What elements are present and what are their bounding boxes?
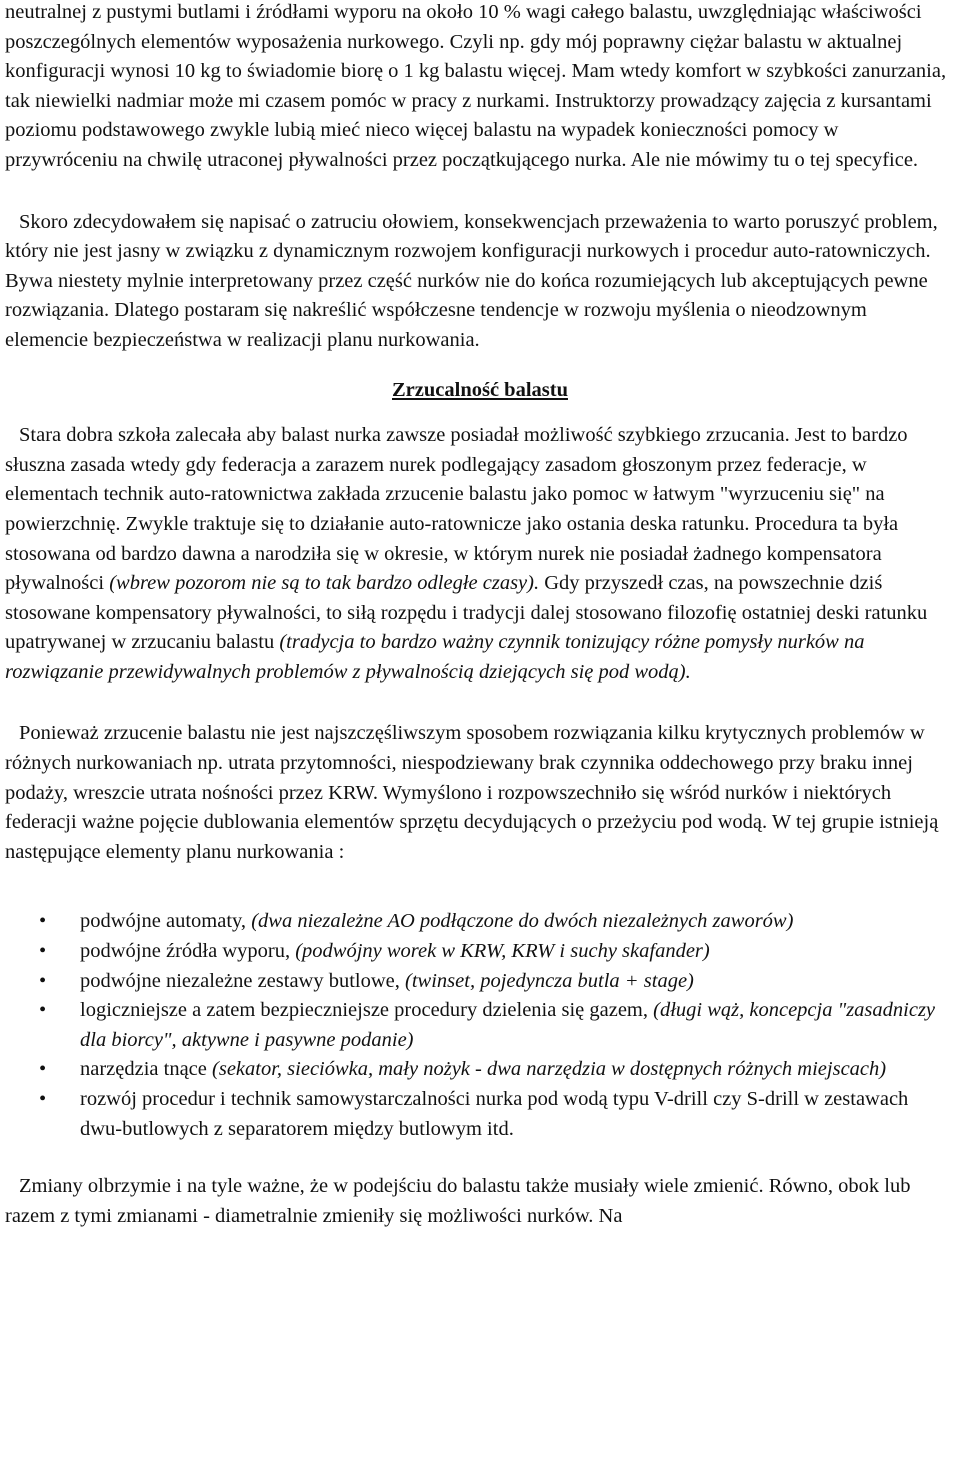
- text-run: Gdy przyszedł czas, na powszechnie dziś stosowane kompensatory pływalności, to siłą rozpędu i tradycji dalej stosowano filozofię ostatniej deski ratunku upatrywanej w zrzucaniu balastu: [5, 572, 928, 654]
- section-heading: Zrzucalność balastu: [392, 378, 568, 401]
- bullet-icon: •: [39, 1088, 47, 1110]
- list-item-text: podwójne niezależne zestawy butlowe,: [80, 969, 406, 992]
- bullet-icon: •: [39, 940, 47, 963]
- list-item-italic: (długi wąż, koncepcja "zasadniczy dla biorcy", aktywne i pasywne podanie): [80, 999, 936, 1051]
- list-item-italic: (sekator, sieciówka, mały nożyk - dwa narzędzia w dostępnych różnych miejscach): [212, 1058, 887, 1081]
- list-item-text: narzędzia tnące: [80, 1058, 213, 1081]
- list-item-text: rozwój procedur i technik samowystarczalności nurka pod wodą typu V-drill czy S-drill w zestawach dwu-butlowych z separatorem między butlowym itd.: [80, 1088, 909, 1140]
- list-item-text: logiczniejsze a zatem bezpieczniejsze procedury dzielenia się gazem,: [80, 999, 654, 1022]
- bullet-icon: •: [39, 1058, 47, 1081]
- paragraph-changes: Zmiany olbrzymie i na tyle ważne, że w podejściu do balastu także musiały wiele zmienić. Równo, obok lub razem z tymi zmianami - diametralnie zmieniły się możliwości nurków. Na: [5, 1175, 911, 1227]
- list-item-italic: (dwa niezależne AO podłączone do dwóch niezależnych zaworów): [251, 910, 794, 933]
- list-item: [5, 1055, 955, 1085]
- list-item: [5, 996, 955, 1055]
- bullet-list: [5, 907, 955, 1144]
- italic-aside: (tradycja to bardzo ważny czynnik tonizujący różne pomysły nurków na rozwiązanie przewidywalnych problemów z pływalnością dziejących się pod wodą).: [5, 631, 865, 683]
- paragraph-redundancy: Ponieważ zrzucenie balastu nie jest najszczęśliwszym sposobem rozwiązania kilku krytycznych problemów w różnych nurkowaniach np. utrata przytomności, niespodziewany brak czynnika oddechowego przy braku innej podaży, wreszcie utrata nośności przez KRW. Wymyślono i rozpowszechniło się wśród nurków i niektórych federacji ważne pojęcie dublowania elementów sprzętu decydujących o przeżyciu pod wodą. W tej grupie istnieją następujące elementy planu nurkowania :: [5, 722, 939, 863]
- list-item: [5, 937, 955, 967]
- list-item-italic: (twinset, pojedyncza butla + stage): [405, 969, 694, 992]
- paragraph-lead-poisoning: Skoro zdecydowałem się napisać o zatruciu ołowiem, konsekwencjach przeważenia to warto poruszyć problem, który nie jest jasny w związku z dynamicznym rozwojem konfiguracji nurkowych i procedur auto-ratowniczych. Bywa niestety mylnie interpretowany przez część nurków nie do końca rozumiejących lub akceptujących pewne rozwiązania. Dlatego postaram się nakreślić współczesne tendencje w rozwoju myślenia o nieodzownym elemencie bezpieczeństwa w realizacji planu nurkowania.: [5, 210, 938, 351]
- bullet-icon: •: [39, 969, 47, 992]
- document-page: [5, 0, 955, 1231]
- italic-aside: (wbrew pozorom nie są to tak bardzo odległe czasy).: [109, 572, 540, 595]
- text-run: Stara dobra szkoła zalecała aby balast nurka zawsze posiadał możliwość szybkiego zrzucania. Jest to bardzo słuszna zasada wtedy gdy federacja a zarazem nurek podlegający zasadom głoszonym przez federacje, w elementach technik auto-ratownictwa zakłada zrzucenie balastu jako pomoc w łatwym "wyrzuceniu się" na powierzchnię. Zwykle traktuje się to działanie auto-ratownicze jako ostania deska ratunku. Procedura ta była stosowana od bardzo dawna a narodziła się w okresie, w którym nurek nie posiadał żadnego kompensatora pływalności: [5, 424, 908, 595]
- list-item: [5, 907, 955, 937]
- bullet-icon: •: [39, 999, 47, 1022]
- paragraph-old-school: [5, 421, 955, 687]
- list-item: [5, 967, 955, 997]
- list-item-italic: (podwójny worek w KRW, KRW i suchy skafander): [295, 940, 710, 963]
- list-item-text: podwójne automaty,: [80, 910, 252, 933]
- bullet-icon: •: [39, 910, 47, 933]
- list-item-text: podwójne źródła wyporu,: [80, 940, 296, 963]
- paragraph-ballast-margin: neutralnej z pustymi butlami i źródłami wyporu na około 10 % wagi całego balastu, uwzględniając właściwości poszczególnych elementów wyposażenia nurkowego. Czyli np. gdy mój poprawny ciężar balastu w aktualnej konfiguracji wynosi 10 kg to świadomie biorę o 1 kg balastu więcej. Mam wtedy komfort w szybkości zanurzania, tak niewielki nadmiar może mi czasem pomóc w pracy z nurkami. Instruktorzy prowadzący zajęcia z kursantami poziomu podstawowego zwykle lubią mieć nieco więcej balastu na wypadek konieczności pomocy w przywróceniu na chwilę utraconej pływalności przez początkującego nurka. Ale nie mówimy tu o tej specyfice.: [5, 1, 947, 171]
- list-item: [5, 1085, 955, 1144]
